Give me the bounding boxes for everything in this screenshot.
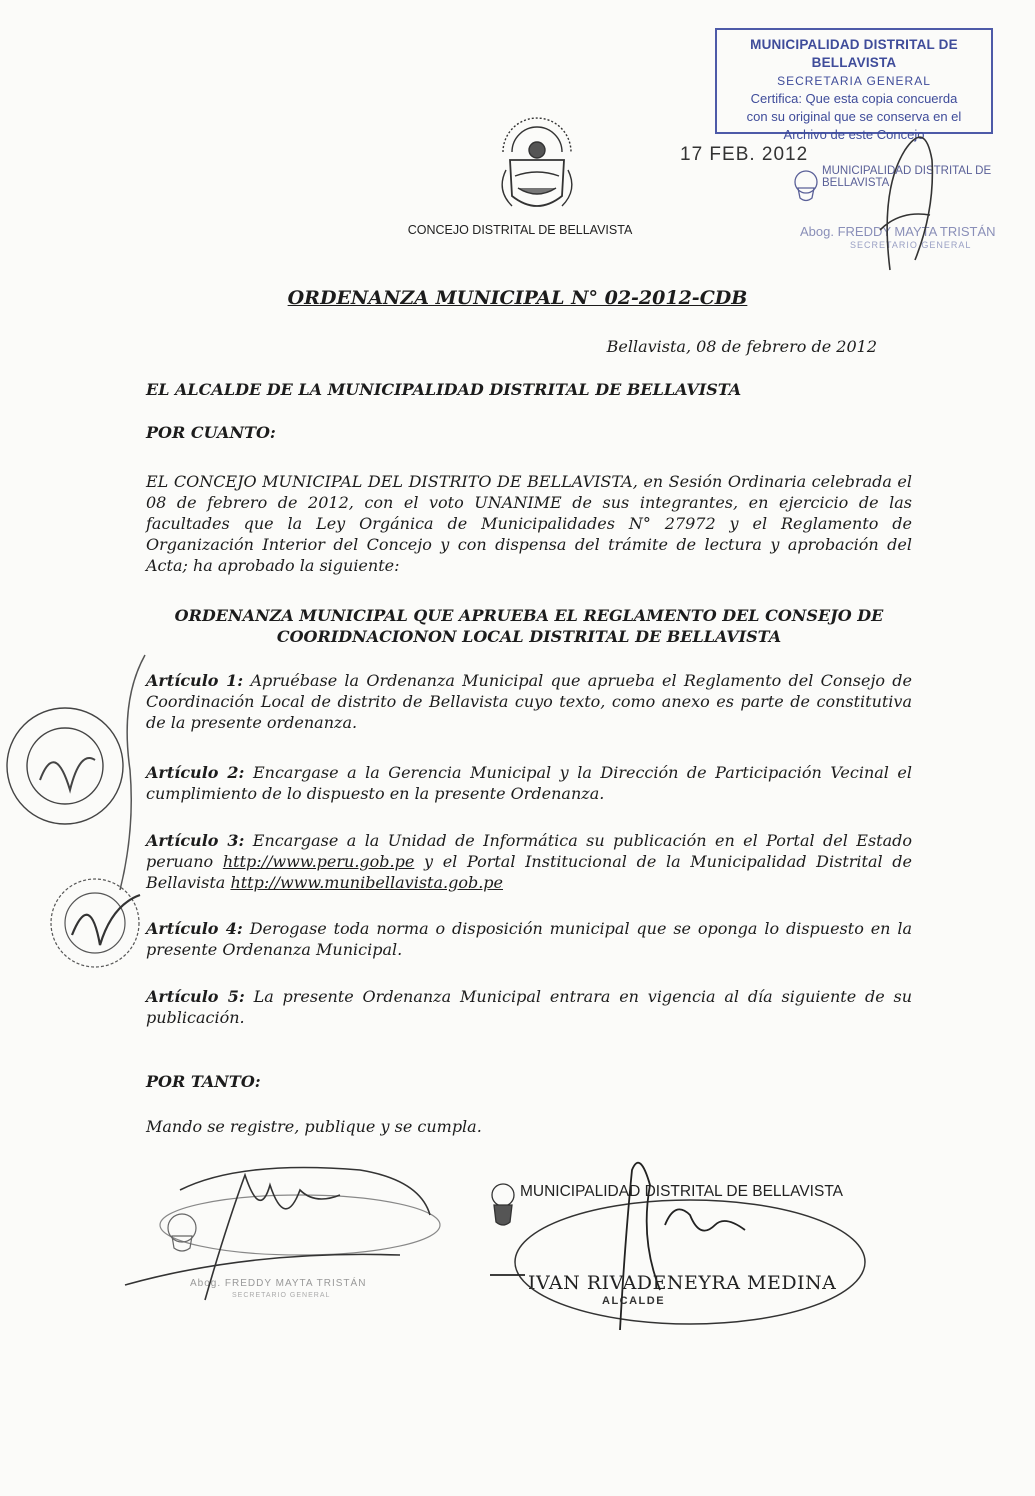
cert-stamp-line-1: MUNICIPALIDAD DISTRITAL DE BELLAVISTA (750, 37, 958, 70)
article-3 (146, 830, 912, 893)
lateral-seal-icon (51, 879, 140, 967)
municipality-crest-top-icon (795, 171, 817, 201)
article-label: Artículo 1: (146, 671, 244, 690)
article-label: Artículo 5: (146, 987, 245, 1006)
certification-stamp (715, 28, 993, 142)
cert-stamp-line-3: Certifica: Que esta copia concuerda (750, 91, 958, 106)
participation-seal-icon (7, 708, 123, 824)
ordinance-heading-line-1: ORDENANZA MUNICIPAL QUE APRUEBA EL REGLAMENTO DEL CONSEJO DE (174, 606, 884, 625)
closing-line: Mando se registre, publique y se cumpla. (146, 1117, 482, 1136)
secretary-stamp-role: SECRETARIO GENERAL (850, 240, 972, 250)
secretary-signature-stamp: Abog. FREDDY MAYTA TRISTÁN (190, 1278, 367, 1289)
mayor-name: IVAN RIVADENEYRA MEDINA (528, 1272, 837, 1294)
municipality-stamp-bottom: MUNICIPALIDAD DISTRITAL DE BELLAVISTA (520, 1183, 843, 1200)
secretary-signature-role: SECRETARIO GENERAL (232, 1292, 331, 1299)
article-text: Encargase a la Gerencia Municipal y la Dirección de Participación Vecinal el cumplimiento de lo dispuesto en la presente Ordenanza. (146, 763, 913, 803)
article-text: Encargase a la Unidad de Informática su publicación en el Portal del Estado peruano (146, 831, 912, 871)
article-text: La presente Ordenanza Municipal entrara en vigencia al día siguiente de su publicación. (146, 987, 912, 1027)
secretary-crest-icon (168, 1214, 196, 1251)
por-tanto-heading: POR TANTO: (146, 1072, 261, 1091)
munibellavista-link[interactable]: http://www.munibellavista.gob.pe (230, 873, 504, 892)
coat-of-arms-icon (502, 118, 572, 206)
article-label: Artículo 3: (146, 831, 245, 850)
ordinance-heading-line-2: COORIDNACIONON LOCAL DISTRITAL DE BELLAVISTA (276, 627, 782, 646)
secretary-signature-top (880, 137, 932, 270)
cert-stamp-line-5: Archivo de este Concejo (783, 127, 925, 142)
peru-portal-link[interactable]: http://www.peru.gob.pe (222, 852, 415, 871)
mayor-role: ALCALDE (602, 1295, 666, 1307)
article-text: Derogase toda norma o disposición municipal que se oponga lo dispuesto en la presente Ordenanza Municipal. (146, 919, 912, 959)
secretary-stamp-name: Abog. FREDDY MAYTA TRISTÁN (800, 224, 996, 239)
council-name: CONCEJO DISTRITAL DE BELLAVISTA (407, 223, 633, 237)
article-2 (146, 762, 912, 804)
article-text: y el Portal Institucional de la Municipalidad Distrital de Bellavista (146, 852, 912, 892)
article-label: Artículo 4: (146, 919, 243, 938)
article-4 (146, 918, 912, 960)
stamp-date: 17 FEB. 2012 (680, 144, 809, 165)
cert-stamp-line-2: SECRETARIA GENERAL (777, 74, 931, 88)
mayor-heading: EL ALCALDE DE LA MUNICIPALIDAD DISTRITAL DE BELLAVISTA (146, 380, 742, 399)
document-title: ORDENANZA MUNICIPAL N° 02-2012-CDB (287, 287, 748, 309)
document-date: Bellavista, 08 de febrero de 2012 (606, 337, 877, 356)
article-label: Artículo 2: (146, 763, 245, 782)
article-text: Apruébase la Ordenanza Municipal que aprueba el Reglamento del Consejo de Coordinación Local de distrito de Bellavista cuyo texto, como anexo es parte de constitutiva de la presente ordenanza. (146, 671, 913, 732)
ordinance-heading (146, 605, 912, 647)
article-1 (146, 670, 912, 733)
mayor-crest-icon (492, 1184, 514, 1225)
margin-initial-stroke (120, 655, 145, 890)
cert-stamp-line-4: con su original que se conserva en el (746, 109, 962, 124)
intro-paragraph: EL CONCEJO MUNICIPAL DEL DISTRITO DE BELLAVISTA, en Sesión Ordinaria celebrada el 08 de febrero de 2012, con el voto UNANIME de sus integrantes, en ejercicio de las facultades que la Ley Orgánica de Municipalidades N° 27972 y el Reglamento de Organización Interior del Concejo y con dispensa del trámite de lectura y aprobación del Acta; ha aprobado la siguiente: (146, 472, 912, 575)
article-5 (146, 986, 912, 1028)
por-cuanto-heading: POR CUANTO: (146, 423, 276, 442)
municipality-stamp-top: MUNICIPALIDAD DISTRITAL DE BELLAVISTA (822, 165, 992, 189)
